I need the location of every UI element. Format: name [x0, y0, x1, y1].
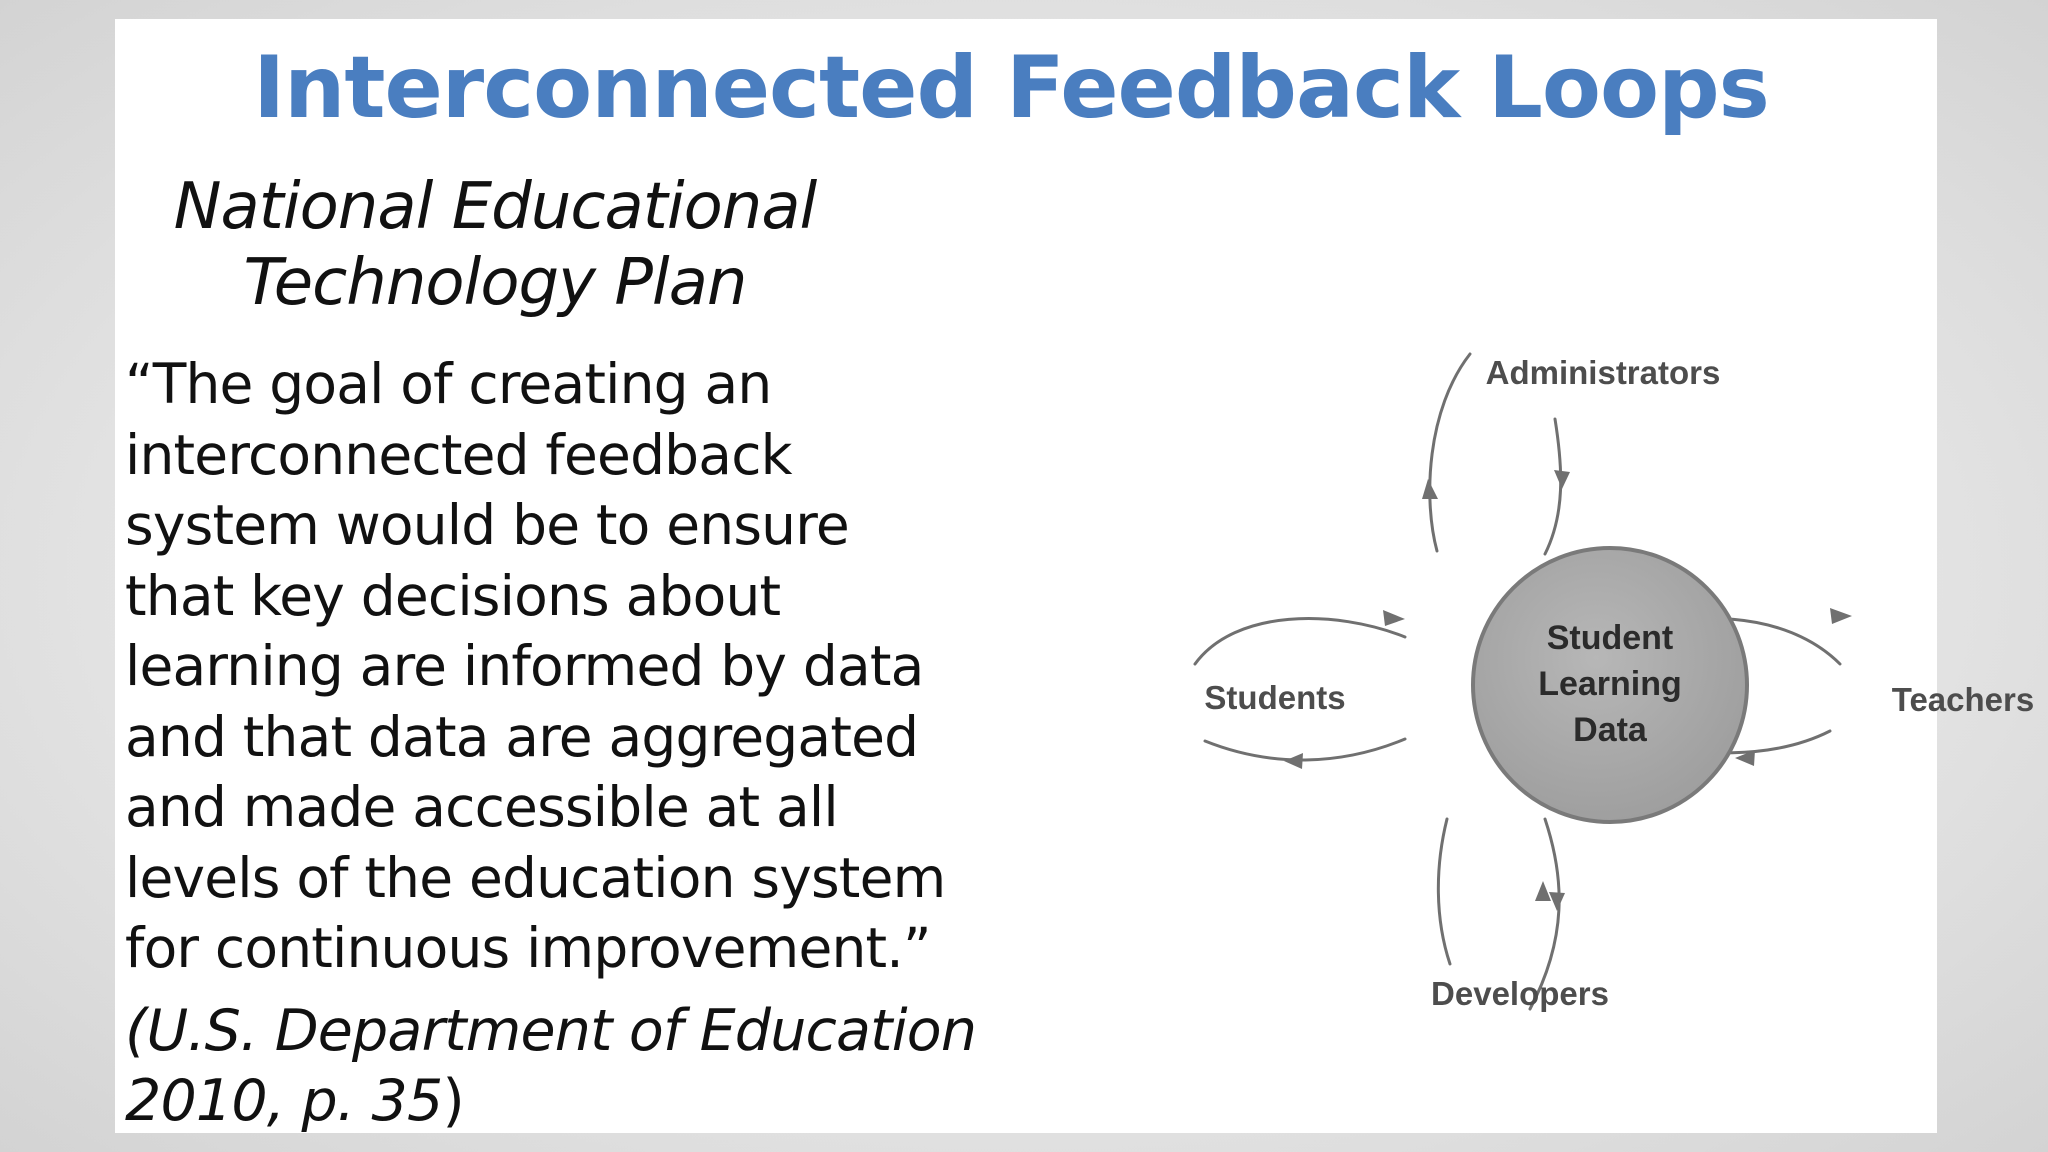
- arrowhead-down-icon: [1554, 470, 1570, 489]
- feedback-loop-diagram: [1075, 319, 2048, 1049]
- label-teachers: Teachers: [1891, 681, 2035, 718]
- quote-line: “The goal of creating an: [125, 352, 772, 416]
- quote-line: for continuous improvement.”: [125, 916, 931, 980]
- arrowhead-left-icon: [1284, 753, 1303, 769]
- arrow-from-administrators: [1545, 419, 1561, 554]
- subtitle-line-1: National Educational: [173, 170, 817, 244]
- arrow-to-administrators: [1430, 354, 1470, 551]
- citation-line-1: (U.S. Department of Education: [125, 998, 977, 1064]
- quote-line: levels of the education system: [125, 845, 946, 910]
- quote-line: system would be to ensure: [125, 493, 849, 557]
- subtitle-line-2: Technology Plan: [243, 246, 747, 320]
- arrowhead-down-icon: [1549, 892, 1565, 911]
- label-administrators: Administrators: [1485, 354, 1721, 391]
- slide-title: Interconnected Feedback Loops: [253, 38, 1769, 138]
- hub-label-line-2: Learning: [1538, 665, 1682, 703]
- quote-line: learning are informed by data: [125, 634, 924, 698]
- arrow-to-students: [1205, 739, 1405, 760]
- hub-label-line-1: Student: [1546, 619, 1674, 657]
- quote-line: and made accessible at all: [125, 775, 838, 839]
- citation-close-paren: ): [442, 1068, 464, 1134]
- label-developers: Developers: [1431, 975, 1609, 1012]
- quote-text: [125, 349, 1055, 984]
- arrowhead-right-icon: [1830, 608, 1852, 624]
- center-hub: [1473, 548, 1747, 822]
- label-students: Students: [1204, 679, 1346, 716]
- quote-line: and that data are aggregated: [125, 704, 919, 769]
- citation: [125, 996, 1055, 1136]
- quote-line: that key decisions about: [125, 563, 781, 628]
- subtitle: [135, 169, 855, 321]
- quote-line: interconnected feedback: [125, 422, 792, 487]
- citation-line-2: 2010, p. 35: [125, 1068, 443, 1134]
- slide: [115, 19, 2035, 1134]
- arrowhead-up-icon: [1535, 881, 1551, 901]
- arrow-from-developers: [1438, 819, 1450, 964]
- arrowhead-right-icon: [1383, 610, 1405, 626]
- arrow-from-students: [1195, 619, 1405, 664]
- hub-label-line-3: Data: [1573, 711, 1647, 749]
